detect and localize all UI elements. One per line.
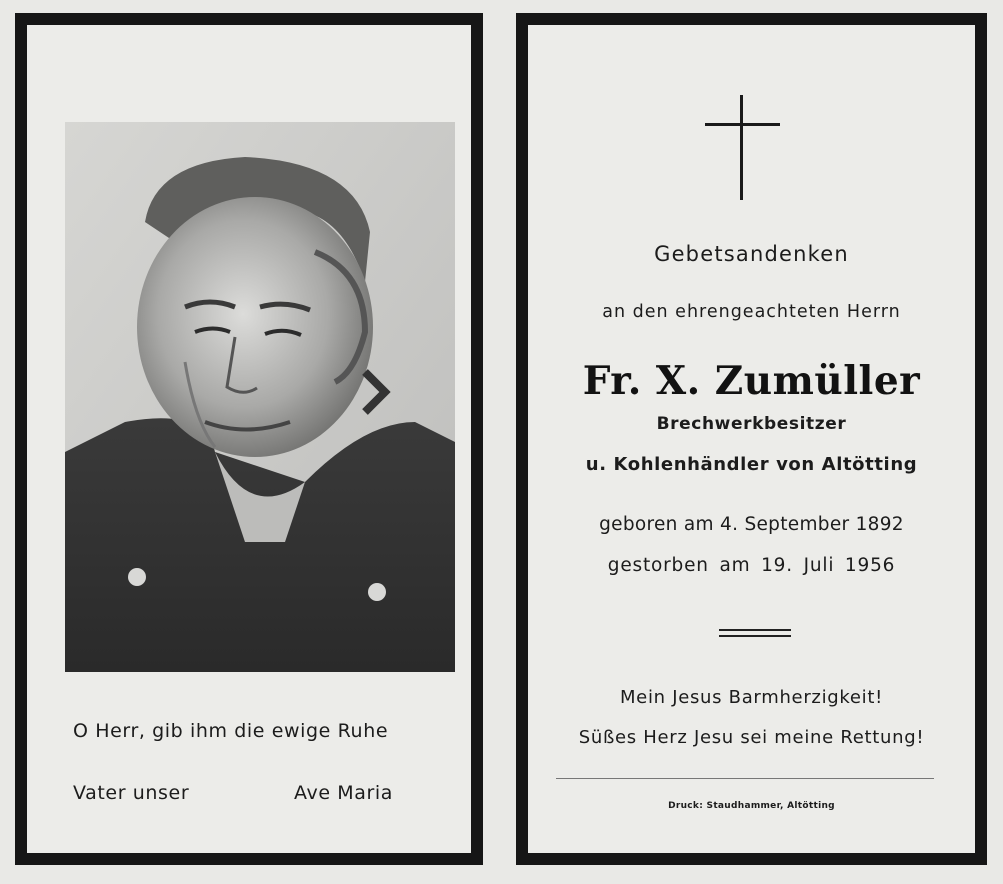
occupation-line-1: Brechwerkbesitzer	[656, 414, 847, 434]
printer-credit: Druck: Staudhammer, Altötting	[668, 801, 835, 811]
double-rule-divider	[719, 629, 791, 641]
prayer-vater-unser: Vater unser	[73, 782, 190, 804]
dedication: an den ehrengeachteten Herrn	[602, 302, 901, 322]
prayer-ave-maria: Ave Maria	[294, 782, 394, 804]
ejaculation-1: Mein Jesus Barmherzigkeit!	[619, 687, 884, 708]
right-card	[516, 13, 987, 865]
footer-rule	[556, 778, 934, 779]
portrait-photo	[65, 122, 455, 672]
death-date: gestorben am 19. Juli 1956	[607, 555, 896, 576]
deceased-name: Fr. X. Zumüller	[582, 358, 921, 404]
occupation-line-2: u. Kohlenhändler von Altötting	[585, 454, 918, 475]
prayer-line: O Herr, gib ihm die ewige Ruhe	[73, 720, 389, 742]
cross-icon	[703, 95, 783, 205]
left-card	[15, 13, 483, 865]
heading: Gebetsandenken	[654, 242, 849, 266]
portrait-illustration	[65, 122, 455, 672]
ejaculation-2: Süßes Herz Jesu sei meine Rettung!	[578, 727, 925, 748]
birth-date: geboren am 4. September 1892	[599, 514, 904, 535]
